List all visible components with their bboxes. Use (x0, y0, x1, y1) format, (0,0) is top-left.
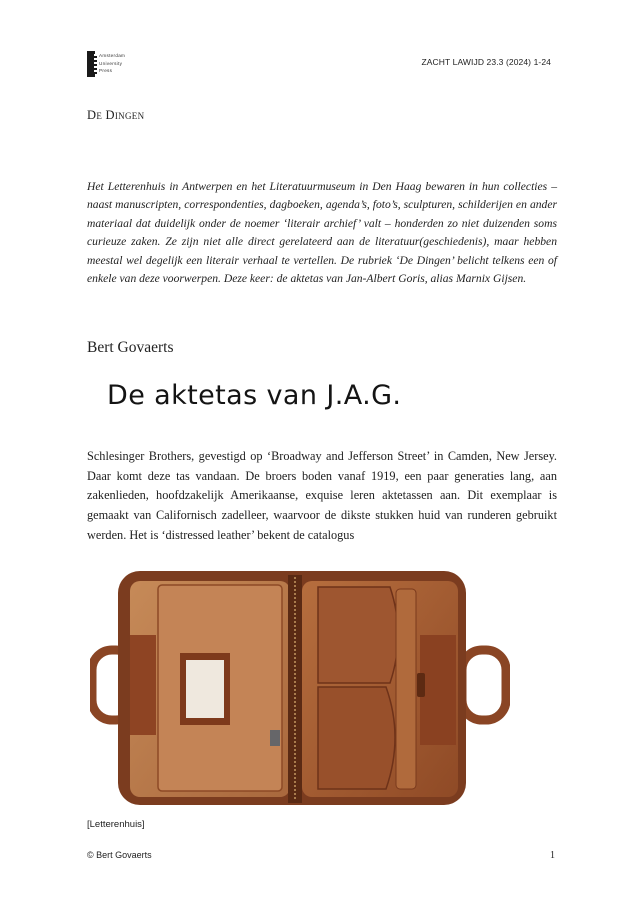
right-handle (462, 650, 506, 720)
body-paragraph: Schlesinger Brothers, gevestigd op ‘Broadway and Jefferson Street’ in Camden, New Jersey. Daar komt deze tas vandaan. De broers boden vanaf 1919, een paar generaties lang, aan zakenlieden, hoofdzakelijk Amerikaanse, exquise leren aktetassen aan. Dit exemplaar is gemaakt van Californisch zadelleer, waarvoor de dikste stukken huid van runderen gebruikt werden. Het is ‘distressed leather’ bekent de catalogus (87, 449, 557, 542)
blue-corner (270, 730, 280, 746)
article-title: De aktetas van J.A.G. (107, 380, 402, 411)
intro-paragraph: Het Letterenhuis in Antwerpen en het Literatuurmuseum in Den Haag bewaren in hun collecties – naast manuscripten, correspondenties, dagboeken, agenda’s, foto’s, sculpturen, schilderijen en ander materiaal dat duidelijk onder de noemer ‘literair archief’ valt – honderden zo niet duizenden soms curieuze zaken. Ze zijn niet alle direct gerelateerd aan de literatuur(geschiedenis), maar hebben meestal wel degelijk een literair verhaal te vertellen. De rubriek ‘De Dingen’ belicht telkens een of enkele van deze voorwerpen. Deze keer: de aktetas van Jan-Albert Goris, alias Marnix Gijsen. (87, 180, 557, 286)
pen-slot (396, 589, 416, 789)
author-name: Bert Govaerts (87, 339, 174, 356)
publisher-logo-mark (87, 51, 95, 77)
copyright-notice: © Bert Govaerts (87, 850, 152, 860)
publisher-line: Amsterdam (99, 53, 126, 58)
publisher-line: University (99, 60, 123, 66)
page-number: 1 (550, 850, 555, 861)
right-side-strap (420, 635, 456, 745)
journal-reference: ZACHT LAWIJD 23.3 (2024) 1-24 (421, 57, 551, 67)
lower-pocket (318, 687, 395, 789)
figure-caption: [Letterenhuis] (87, 819, 145, 830)
id-card (186, 660, 224, 718)
upper-pocket (318, 587, 398, 683)
briefcase-photo (90, 565, 510, 810)
strap-buckle (417, 673, 425, 697)
publisher-line: Press (99, 68, 113, 73)
publisher-logo (87, 51, 157, 79)
publisher-logo-text (99, 52, 125, 75)
section-title: De Dingen (87, 108, 145, 122)
left-side-strap (130, 635, 156, 735)
